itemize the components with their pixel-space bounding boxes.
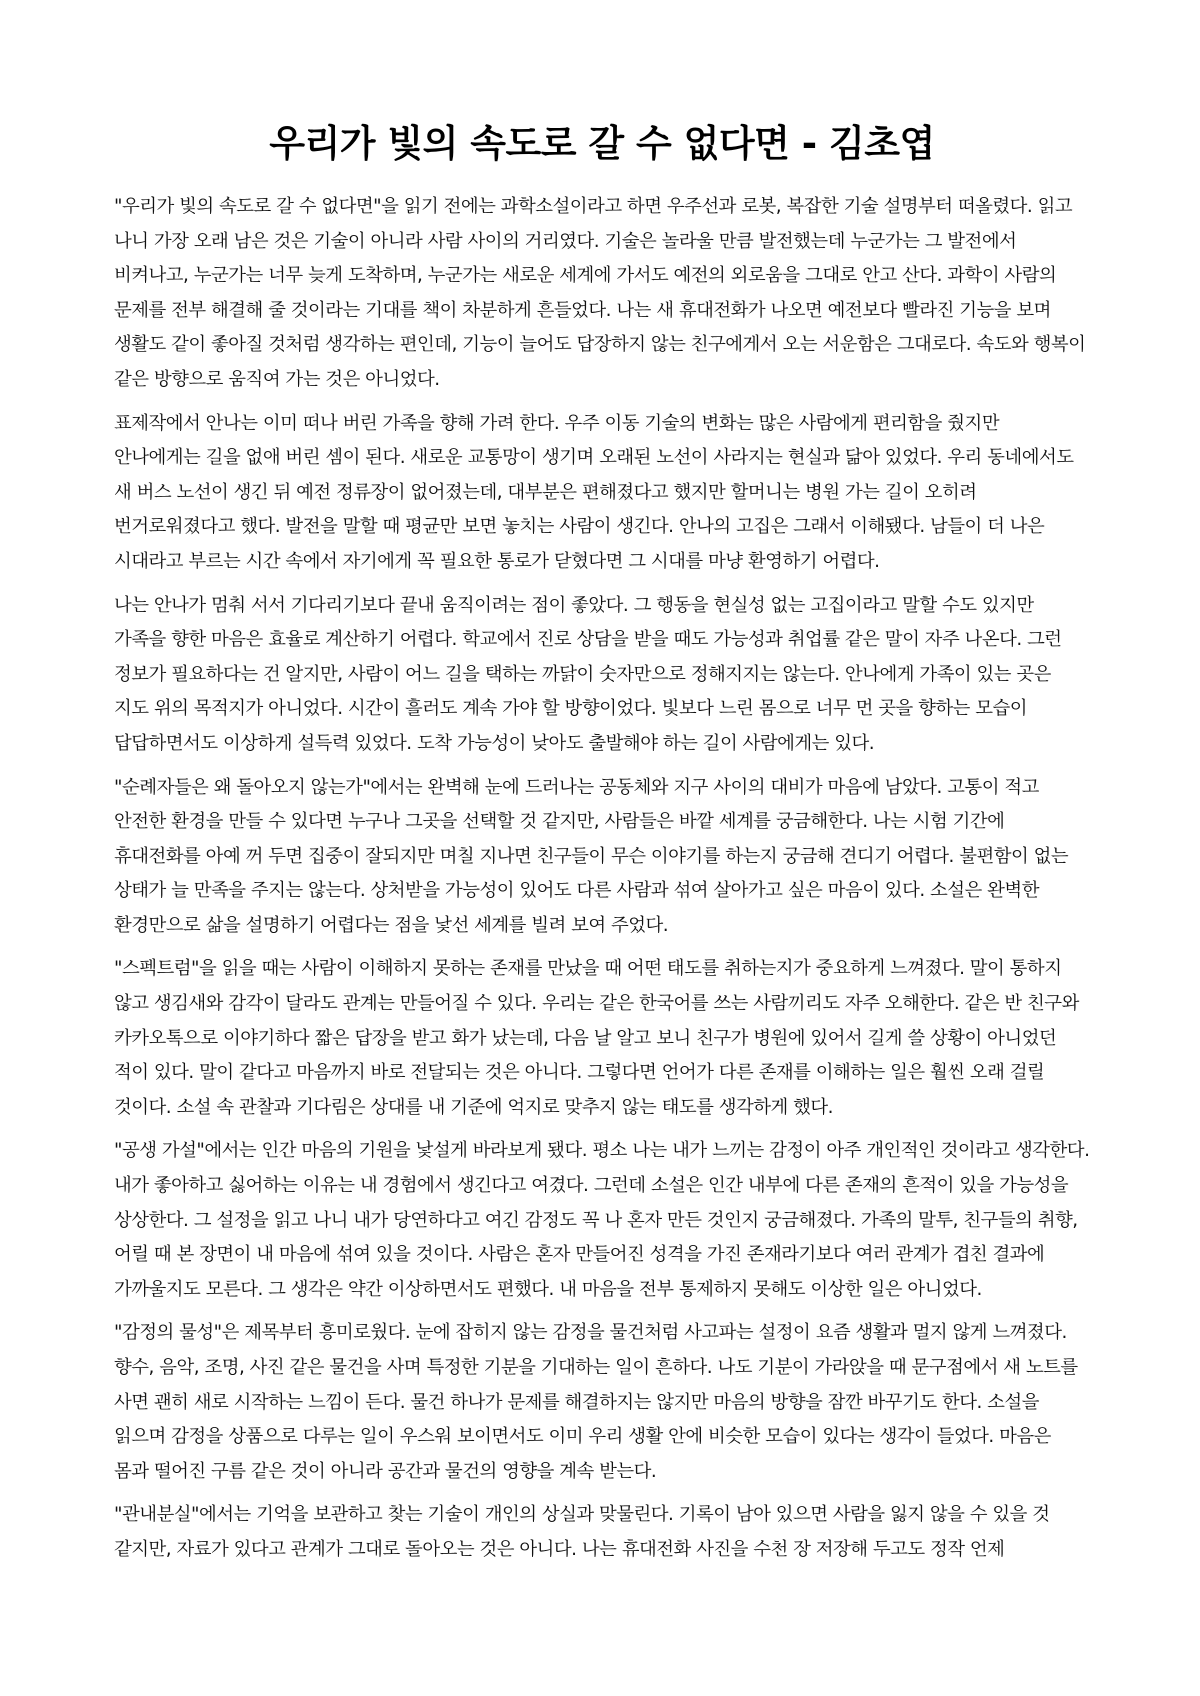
paragraph-8: "관내분실"에서는 기억을 보관하고 찾는 기술이 개인의 상실과 맞물린다. 기록이 남아 있으면 사람을 잃지 않을 수 있을 것 같지만, 자료가 있다고 관계가 그대로 돌아오는 것은 아니다. 나는 휴대전화 사진을 수천 장 저장해 두고도 정작 언제 <box>114 1504 1050 1560</box>
paragraph-1: "우리가 빛의 속도로 갈 수 없다면"을 읽기 전에는 과학소설이라고 하면 우주선과 로봇, 복잡한 기술 설명부터 떠올렸다. 읽고 나니 가장 오래 남은 것은 기술이 아니라 사람 사이의 거리였다. 기술은 놀라울 만큼 발전했는데 누군가는 그 발전에서 비켜나고, 누군가는 너무 늦게 도착하며, 누군가는 새로운 세계에 가서도 예전의 외로움을 그대로 안고 산다. 과학이 사람의 문제를 전부 해결해 줄 것이라는 기대를 책이 차분하게 흔들었다. 나는 새 휴대전화가 나오면 예전보다 빨라진 기능을 보며 생활도 같이 좋아질 것처럼 생각하는 편인데, 기능이 늘어도 답장하지 않는 친구에게서 오는 서운함은 그대로다. 속도와 행복이 같은 방향으로 움직여 가는 것은 아니었다. <box>114 196 1086 390</box>
paragraph-6: "공생 가설"에서는 인간 마음의 기원을 낯설게 바라보게 됐다. 평소 나는 내가 느끼는 감정이 아주 개인적인 것이라고 생각한다. 내가 좋아하고 싫어하는 이유는 내 경험에서 생긴다고 여겼다. 그런데 소설은 인간 내부에 다른 존재의 흔적이 있을 가능성을 상상한다. 그 설정을 읽고 나니 내가 당연하다고 여긴 감정도 꼭 나 혼자 만든 것인지 궁금해졌다. 가족의 말투, 친구들의 취향, 어릴 때 본 장면이 내 마음에 섞여 있을 것이다. 사람은 혼자 만들어진 성격을 가진 존재라기보다 여러 관계가 겹친 결과에 가까울지도 모른다. 그 생각은 약간 이상하면서도 편했다. 내 마음을 전부 통제하지 못해도 이상한 일은 아니었다. <box>114 1140 1090 1300</box>
paragraph-5: "스펙트럼"을 읽을 때는 사람이 이해하지 못하는 존재를 만났을 때 어떤 태도를 취하는지가 중요하게 느껴졌다. 말이 통하지 않고 생김새와 감각이 달라도 관계는 만들어질 수 있다. 우리는 같은 한국어를 쓰는 사람끼리도 자주 오해한다. 같은 반 친구와 카카오톡으로 이야기하다 짧은 답장을 받고 화가 났는데, 다음 날 알고 보니 친구가 병원에 있어서 길게 쓸 상황이 아니었던 적이 있다. 말이 같다고 마음까지 바로 전달되는 것은 아니다. 그렇다면 언어가 다른 존재를 이해하는 일은 훨씬 오래 걸릴 것이다. 소설 속 관찰과 기다림은 상대를 내 기준에 억지로 맞추지 않는 태도를 생각하게 했다. <box>114 958 1079 1118</box>
paragraph-7: "감정의 물성"은 제목부터 흥미로웠다. 눈에 잡히지 않는 감정을 물건처럼 사고파는 설정이 요즘 생활과 멀지 않게 느껴졌다. 향수, 음악, 조명, 사진 같은 물건을 사며 특정한 기분을 기대하는 일이 흔하다. 나도 기분이 가라앉을 때 문구점에서 새 노트를 사면 괜히 새로 시작하는 느낌이 든다. 물건 하나가 문제를 해결하지는 않지만 마음의 방향을 잠깐 바꾸기도 한다. 소설을 읽으며 감정을 상품으로 다루는 일이 우스워 보이면서도 이미 우리 생활 안에 비슷한 모습이 있다는 생각이 들었다. 마음은 몸과 떨어진 구름 같은 것이 아니라 공간과 물건의 영향을 계속 받는다. <box>114 1322 1078 1482</box>
paragraph-2: 표제작에서 안나는 이미 떠나 버린 가족을 향해 가려 한다. 우주 이동 기술의 변화는 많은 사람에게 편리함을 줬지만 안나에게는 길을 없애 버린 셈이 된다. 새로운 교통망이 생기며 오래된 노선이 사라지는 현실과 닮아 있었다. 우리 동네에서도 새 버스 노선이 생긴 뒤 예전 정류장이 없어졌는데, 대부분은 편해졌다고 했지만 할머니는 병원 가는 길이 오히려 번거로워졌다고 했다. 발전을 말할 때 평균만 보면 놓치는 사람이 생긴다. 안나의 고집은 그래서 이해됐다. 남들이 더 나은 시대라고 부르는 시간 속에서 자기에게 꼭 필요한 통로가 닫혔다면 그 시대를 마냥 환영하기 어렵다. <box>114 412 1074 572</box>
paragraph-3: 나는 안나가 멈춰 서서 기다리기보다 끝내 움직이려는 점이 좋았다. 그 행동을 현실성 없는 고집이라고 말할 수도 있지만 가족을 향한 마음은 효율로 계산하기 어렵다. 학교에서 진로 상담을 받을 때도 가능성과 취업률 같은 말이 자주 나온다. 그런 정보가 필요하다는 건 알지만, 사람이 어느 길을 택하는 까닭이 숫자만으로 정해지지는 않는다. 안나에게 가족이 있는 곳은 지도 위의 목적지가 아니었다. 시간이 흘러도 계속 가야 할 방향이었다. 빛보다 느린 몸으로 너무 먼 곳을 향하는 모습이 답답하면서도 이상하게 설득력 있었다. 도착 가능성이 낮아도 출발해야 하는 길이 사람에게는 있다. <box>114 594 1062 754</box>
document-title: 우리가 빛의 속도로 갈 수 없다면 - 김초엽 <box>269 122 935 165</box>
document-body <box>114 190 1090 1568</box>
paragraph-4: "순례자들은 왜 돌아오지 않는가"에서는 완벽해 눈에 드러나는 공동체와 지구 사이의 대비가 마음에 남았다. 고통이 적고 안전한 환경을 만들 수 있다면 누구나 그곳을 선택할 것 같지만, 사람들은 바깥 세계를 궁금해한다. 나는 시험 기간에 휴대전화를 아예 꺼 두면 집중이 잘되지만 며칠 지나면 친구들이 무슨 이야기를 하는지 궁금해 견디기 어렵다. 불편함이 없는 상태가 늘 만족을 주지는 않는다. 상처받을 가능성이 있어도 다른 사람과 섞여 살아가고 싶은 마음이 있다. 소설은 완벽한 환경만으로 삶을 설명하기 어렵다는 점을 낯선 세계를 빌려 보여 주었다. <box>114 776 1069 936</box>
